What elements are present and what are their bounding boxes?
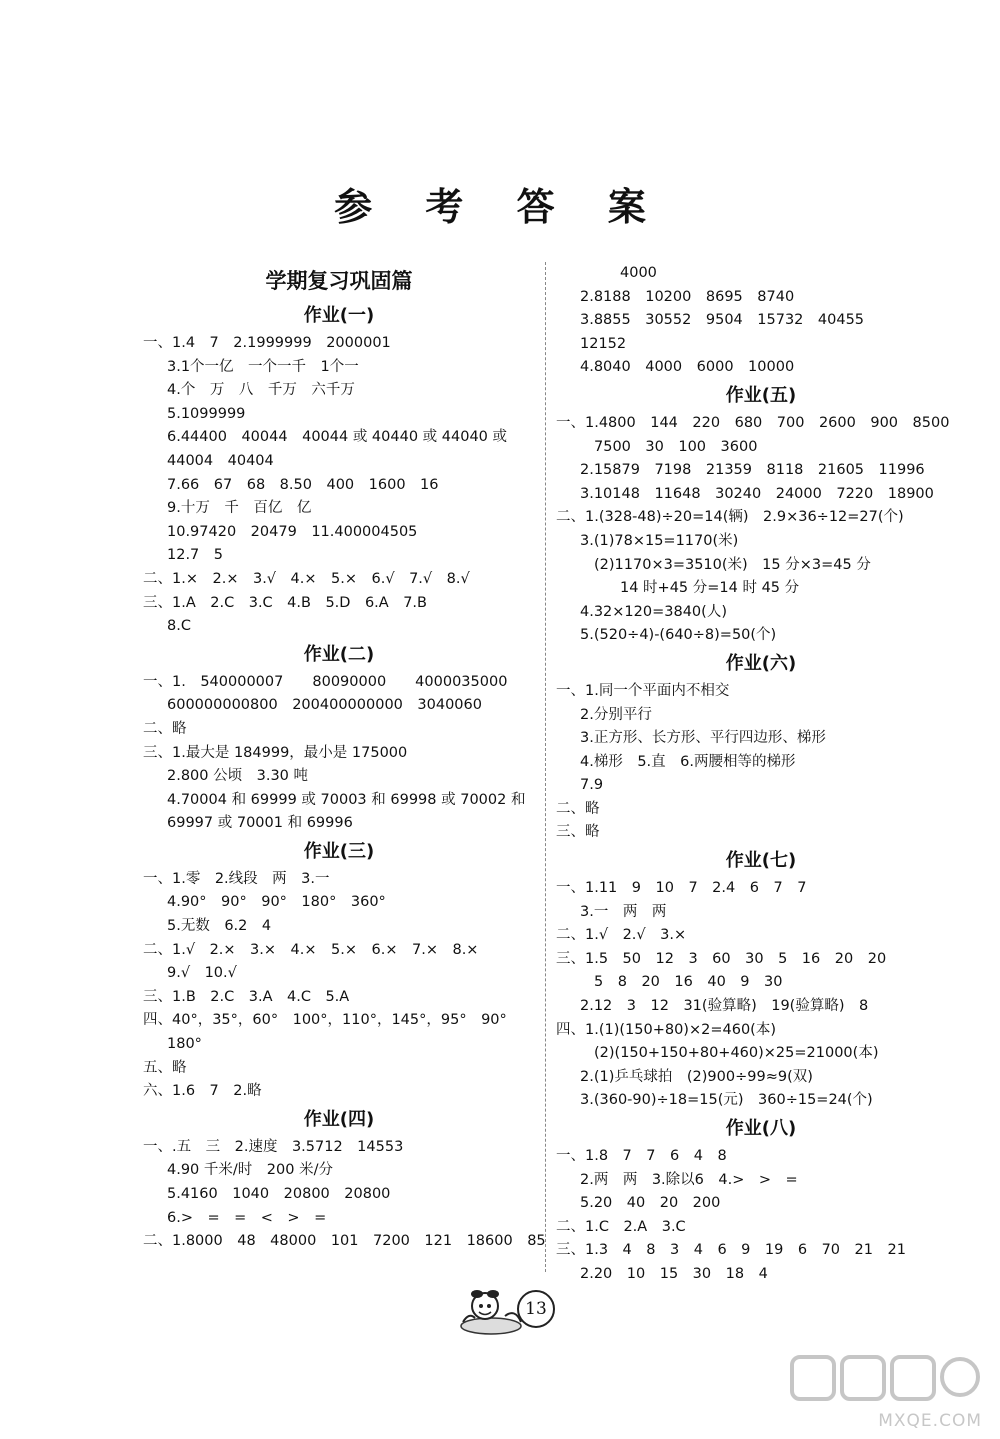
- answer-line: 2.20 10 15 30 18 4: [580, 1265, 768, 1282]
- answer-line: 三、1.A 2.C 3.C 4.B 5.D 6.A 7.B: [143, 594, 427, 611]
- answer-line: 三、1.5 50 12 3 60 30 5 16 20 20: [556, 950, 887, 967]
- answer-line: 5.1099999: [167, 405, 246, 422]
- answer-line: 二、略: [556, 800, 600, 817]
- answer-line: 69997 或 70001 和 69996: [167, 815, 353, 832]
- answer-line: 六、1.6 7 2.略: [143, 1083, 262, 1100]
- answer-line: 10.97420 20479 11.400004505: [167, 523, 418, 540]
- page-title: 参 考 答 案: [334, 185, 666, 229]
- answer-line: 一、1.8 7 7 6 4 8: [556, 1148, 727, 1164]
- answer-line: 6.> = = < > =: [167, 1209, 327, 1226]
- answer-line: 7500 30 100 3600: [594, 438, 758, 455]
- answer-line: 一、1.4800 144 220 680 700 2600 900 8500: [556, 414, 950, 431]
- answer-line: 一、1.4 7 2.1999999 2000001: [143, 335, 391, 351]
- answer-line: 9.√ 10.√: [167, 965, 237, 982]
- answer-line: 3.一 两 两: [580, 903, 667, 920]
- answer-line: 14 时+45 分=14 时 45 分: [620, 580, 800, 597]
- watermark-text: MXQE.COM: [878, 1411, 982, 1431]
- column-divider: [545, 262, 546, 1272]
- homework-title: 作业(八): [725, 1118, 797, 1139]
- answer-line: 3.(360-90)÷18=15(元) 360÷15=24(个): [580, 1092, 873, 1109]
- homework-title: 作业(四): [303, 1108, 375, 1130]
- answer-line: 5.无数 6.2 4: [167, 918, 272, 935]
- answer-line: 3.正方形、长方形、平行四边形、梯形: [580, 730, 826, 747]
- left-column: [143, 262, 546, 1254]
- answer-line: 5.4160 1040 20800 20800: [167, 1186, 391, 1202]
- answer-line: 4.90° 90° 90° 180° 360°: [167, 894, 386, 911]
- answer-line: 4.梯形 5.直 6.两腰相等的梯形: [580, 753, 796, 770]
- answer-line: 600000000800 200400000000 3040060: [167, 697, 482, 714]
- answer-line: 9.十万 千 百亿 亿: [167, 500, 312, 517]
- homework-title: 作业(六): [725, 652, 797, 674]
- answer-line: 三、1.最大是 184999，最小是 175000: [143, 744, 408, 761]
- answer-line: 4000: [620, 265, 657, 281]
- answer-line: 3.8855 30552 9504 15732 40455: [580, 312, 865, 329]
- watermark: [782, 1351, 982, 1431]
- answer-line: 180°: [167, 1036, 202, 1053]
- answer-line: 2.分别平行: [580, 706, 652, 723]
- homework-title: 作业(七): [725, 850, 797, 872]
- answer-line: 一、.五 三 2.速度 3.5712 14553: [143, 1138, 404, 1155]
- answer-line: 二、1.√ 2.× 3.× 4.× 5.× 6.× 7.× 8.×: [143, 941, 479, 958]
- answer-line: 12152: [580, 335, 627, 352]
- answer-line: 一、1. 540000007 80090000 4000035000: [143, 673, 508, 690]
- page-number: 13: [517, 1290, 555, 1328]
- answer-line: 7.9: [580, 777, 604, 794]
- section-title: 学期复习巩固篇: [265, 269, 413, 293]
- answer-line: 3.1个一亿 一个一千 1个一: [167, 358, 359, 375]
- answer-line: 8.C: [167, 618, 191, 635]
- answer-line: 一、1.11 9 10 7 2.4 6 7 7: [556, 880, 807, 897]
- answer-line: 一、1.同一个平面内不相交: [556, 682, 730, 699]
- answer-line: 4.90 千米/时 200 米/分: [167, 1162, 333, 1179]
- answer-line: (2)(150+150+80+460)×25=21000(本): [594, 1045, 879, 1062]
- answer-line: 四、40°，35°，60° 100°，110°，145°，95° 90°: [143, 1012, 507, 1029]
- answer-line: 5 8 20 16 40 9 30: [594, 974, 783, 991]
- answer-line: 三、略: [556, 824, 600, 841]
- answer-line: 5.20 40 20 200: [580, 1195, 721, 1212]
- answer-line: 4.32×120=3840(人): [580, 603, 727, 620]
- answer-line: 二、1.× 2.× 3.√ 4.× 5.× 6.√ 7.√ 8.√: [143, 570, 470, 587]
- answer-line: 二、1.√ 2.√ 3.×: [556, 927, 687, 944]
- answer-line: 二、1.C 2.A 3.C: [556, 1218, 686, 1235]
- answer-line: 3.10148 11648 30240 24000 7220 18900: [580, 485, 934, 502]
- answer-logo-icon: [782, 1351, 982, 1407]
- answer-line: 二、1.(328-48)÷20=14(辆) 2.9×36÷12=27(个): [556, 509, 904, 526]
- answer-line: 12.7 5: [167, 547, 224, 564]
- answer-line: 二、1.8000 48 48000 101 7200 121 18600 85: [143, 1233, 546, 1250]
- answer-line: 7.66 67 68 8.50 400 1600 16: [167, 476, 439, 493]
- answer-line: 一、1.零 2.线段 两 3.一: [143, 870, 330, 887]
- answer-line: 4.70004 和 69999 或 70003 和 69998 或 70002 和: [167, 791, 526, 808]
- answer-line: 五、略: [143, 1059, 187, 1076]
- answer-line: 2.12 3 12 31(验算略) 19(验算略) 8: [580, 998, 869, 1015]
- answer-line: 2.两 两 3.除以6 4.> > =: [580, 1171, 798, 1188]
- answer-line: 2.15879 7198 21359 8118 21605 11996: [580, 462, 925, 479]
- answer-line: 4.8040 4000 6000 10000: [580, 359, 795, 376]
- answer-line: 4.个 万 八 千万 六千万: [167, 382, 355, 399]
- right-column: [556, 262, 966, 1287]
- answer-line: 四、1.(1)(150+80)×2=460(本): [556, 1021, 776, 1038]
- answer-line: 2.8188 10200 8695 8740: [580, 288, 795, 305]
- cartoon-mascot-icon: [455, 1282, 525, 1338]
- homework-title: 作业(五): [725, 384, 797, 406]
- answer-line: 2.800 公顷 3.30 吨: [167, 768, 309, 785]
- homework-title: 作业(一): [303, 305, 375, 326]
- page-footer: [455, 1282, 575, 1338]
- answer-line: (2)1170×3=3510(米) 15 分×3=45 分: [594, 556, 871, 573]
- answer-line: 2.(1)乒乓球拍 (2)900÷99≈9(双): [580, 1068, 813, 1085]
- answer-line: 6.44400 40044 40044 或 40440 或 44040 或: [167, 429, 508, 446]
- answer-line: 三、1.B 2.C 3.A 4.C 5.A: [143, 988, 350, 1005]
- answer-line: 5.(520÷4)-(640÷8)=50(个): [580, 627, 777, 644]
- answer-line: 44004 40404: [167, 452, 274, 469]
- homework-title: 作业(二): [303, 643, 375, 665]
- answer-line: 二、略: [143, 720, 187, 737]
- answer-line: 三、1.3 4 8 3 4 6 9 19 6 70 21 21: [556, 1242, 906, 1259]
- answer-line: 3.(1)78×15=1170(米): [580, 532, 739, 549]
- homework-title: 作业(三): [303, 840, 375, 862]
